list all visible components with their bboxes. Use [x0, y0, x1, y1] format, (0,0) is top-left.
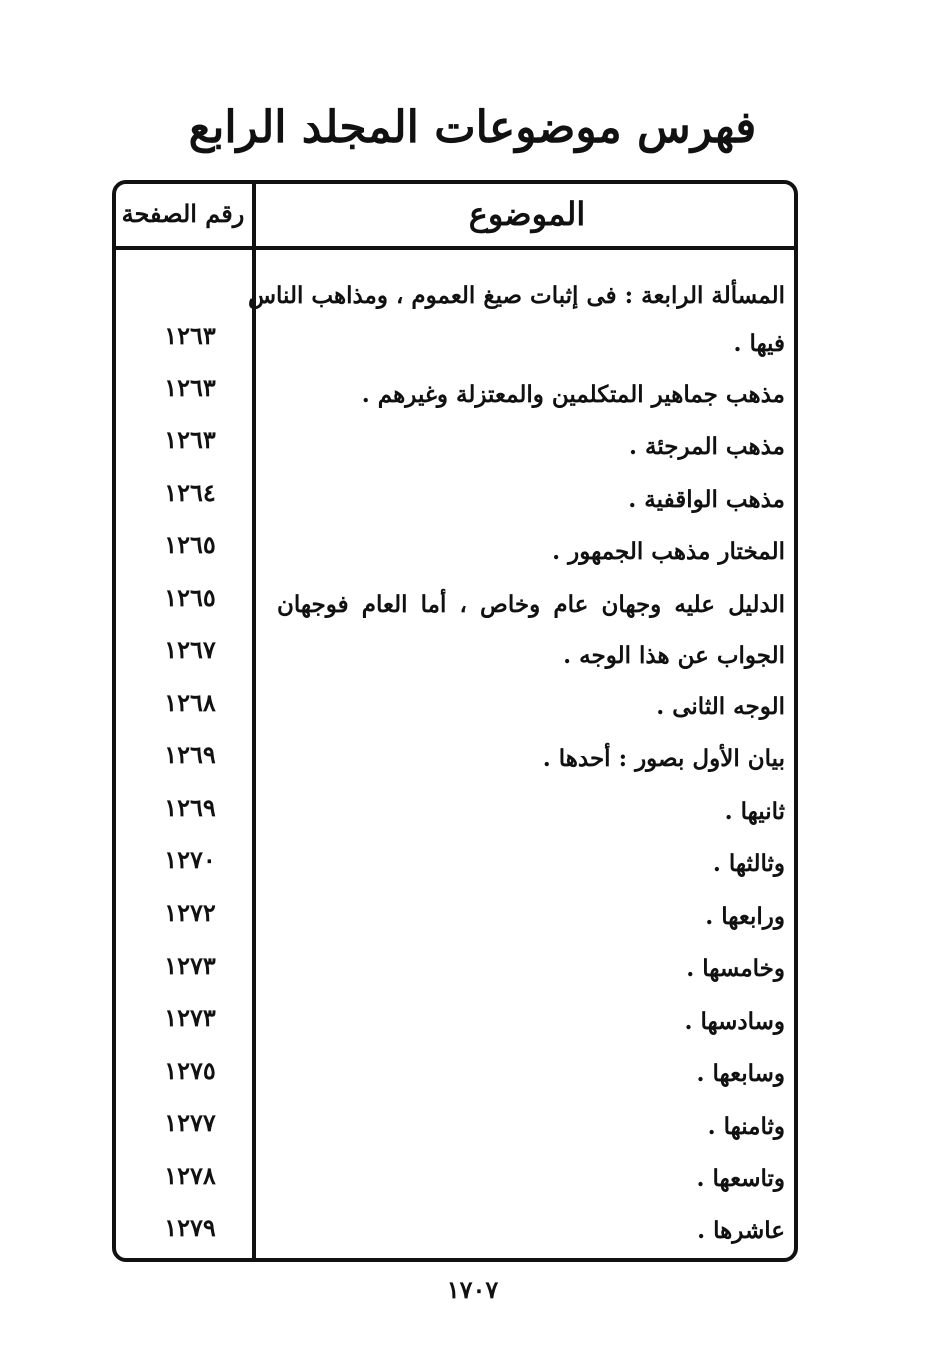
row-page-number: ١٢٦٨: [164, 688, 216, 717]
row-page-number: ١٢٦٩: [164, 793, 216, 822]
row-subject: مذهب الواقفية .: [628, 486, 785, 513]
row-subject: وسادسها .: [684, 1008, 785, 1035]
row-subject: المختار مذهب الجمهور .: [552, 538, 785, 565]
column-header-page-number: رقم الصفحة: [121, 199, 245, 228]
row-subject: وثامنها .: [707, 1113, 785, 1140]
row-subject: الجواب عن هذا الوجه .: [563, 642, 785, 669]
row-subject: الوجه الثانى .: [656, 693, 785, 720]
row-page-number: ١٢٦٣: [164, 321, 216, 350]
row-subject: وتاسعها .: [696, 1165, 785, 1192]
row-page-number: ١٢٦٣: [164, 425, 216, 454]
row-subject: وخامسها .: [686, 955, 785, 982]
row-page-number: ١٢٦٥: [164, 583, 216, 612]
row-page-number: ١٢٧٥: [164, 1056, 216, 1085]
row-page-number: ١٢٧٧: [164, 1108, 216, 1137]
column-header-subject: الموضوع: [468, 195, 586, 233]
row-subject: بيان الأول بصور : أحدها .: [542, 745, 785, 772]
row-subject: عاشرها .: [697, 1217, 785, 1244]
footer-page-number: ١٧٠٧: [446, 1275, 499, 1304]
row-page-number: ١٢٧٩: [164, 1213, 216, 1242]
row-subject: ثانيها .: [724, 798, 785, 825]
row-page-number: ١٢٦٥: [164, 530, 216, 559]
row-page-number: ١٢٧٨: [164, 1161, 216, 1190]
row-subject: مذهب جماهير المتكلمين والمعتزلة وغيرهم .: [361, 381, 785, 408]
row-page-number: ١٢٧٣: [164, 1003, 216, 1032]
row-subject: فيها .: [733, 330, 785, 357]
row-subject: ورابعها .: [705, 903, 785, 930]
row-page-number: ١٢٧٣: [164, 951, 216, 980]
row-subject: وسابعها .: [696, 1060, 785, 1087]
row-subject: وثالثها .: [712, 850, 785, 877]
page-title: فهرس موضوعات المجلد الرابع: [188, 102, 757, 153]
row-page-number: ١٢٦٧: [164, 635, 216, 664]
row-page-number: ١٢٦٩: [164, 740, 216, 769]
row-page-number: ١٢٦٣: [164, 373, 216, 402]
row-subject: مذهب المرجئة .: [628, 433, 785, 460]
row-page-number: ١٢٧٠: [164, 845, 216, 874]
row-page-number: ١٢٦٤: [164, 478, 216, 507]
row-subject: الدليل عليه وجهان عام وخاص ، أما العام فوجهان: [277, 591, 785, 618]
row-subject: المسألة الرابعة : فى إثبات صيغ العموم ، ومذاهب الناس: [247, 282, 785, 309]
row-page-number: ١٢٧٢: [164, 898, 216, 927]
